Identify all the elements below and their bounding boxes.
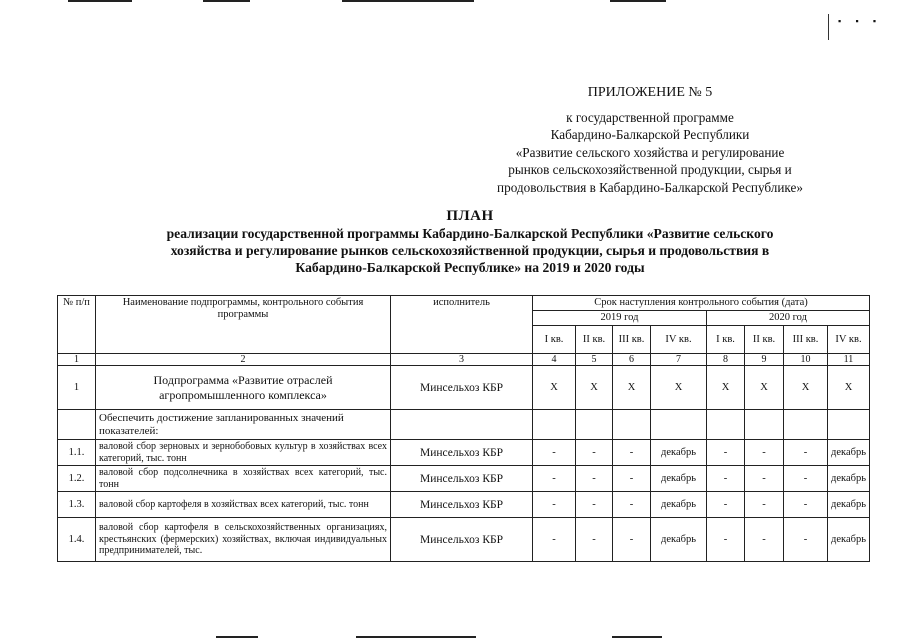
scan-mark [356,636,476,638]
header-quarter: II кв. [576,326,613,354]
column-number: 9 [745,354,784,366]
subprogram-name: Подпрограмма «Развитие отраслей агропромышленного комплекса» [96,366,391,410]
quarter-value: декабрь [828,492,870,518]
header-name: Наименование подпрограммы, контрольного события программы [96,296,391,354]
quarter-value: декабрь [651,492,707,518]
quarter-value: декабрь [828,518,870,562]
column-number: 7 [651,354,707,366]
header-quarter: III кв. [613,326,651,354]
quarter-value: - [707,492,745,518]
column-number: 3 [391,354,533,366]
plan-title: ПЛАН [446,208,494,224]
column-number: 2 [96,354,391,366]
quarter-value: Х [745,366,784,410]
row-number: 1.4. [58,518,96,562]
scan-mark [68,0,132,2]
row-executor: Минсельхоз КБР [391,466,533,492]
row-number: 1.3. [58,492,96,518]
scan-mark [612,636,662,638]
quarter-value: - [576,466,613,492]
goal-row [58,410,870,440]
header-no: № п/п [58,296,96,354]
column-number: 4 [533,354,576,366]
column-number: 10 [784,354,828,366]
appendix-title: ПРИЛОЖЕНИЕ № 5 [587,85,713,100]
appendix-line: «Развитие сельского хозяйства и регулирование [515,144,785,160]
quarter-value: - [533,440,576,466]
quarter-value: - [784,466,828,492]
goal-text: Обеспечить достижение запланированных значений показателей: [96,410,391,440]
quarter-value: Х [784,366,828,410]
column-number: 6 [613,354,651,366]
plan-subtitle-line: хозяйства и регулирование рынков сельскохозяйственной продукции, сырья и продовольствия в [170,243,770,258]
appendix-line: продовольствия в Кабардино-Балкарской Республике» [497,179,803,195]
quarter-value: декабрь [828,440,870,466]
quarter-value: декабрь [828,466,870,492]
row-number: 1.2. [58,466,96,492]
quarter-value: - [707,466,745,492]
quarter-value: Х [576,366,613,410]
header-quarter: IV кв. [828,326,870,354]
quarter-value: Х [707,366,745,410]
column-number: 8 [707,354,745,366]
row-name: валовой сбор картофеля в сельскохозяйственных организациях, крестьянских (фермерских) хозяйствах, включая индивидуальных предпринимателей, тыс. [96,518,391,562]
quarter-value: - [745,440,784,466]
plan-table [57,295,870,562]
quarter-value: - [533,492,576,518]
header-year-2020: 2020 год [707,311,870,326]
quarter-value: - [745,466,784,492]
quarter-value: - [707,440,745,466]
header-quarter: I кв. [707,326,745,354]
quarter-value: - [533,518,576,562]
row-executor: Минсельхоз КБР [391,440,533,466]
quarter-value: декабрь [651,466,707,492]
appendix-block [470,84,830,196]
quarter-value: Х [651,366,707,410]
header-quarter: III кв. [784,326,828,354]
plan-subtitle-line: Кабардино-Балкарской Республике» на 2019 и 2020 годы [295,260,645,275]
table-header-row [58,296,870,311]
table-row [58,466,870,492]
row-number: 1 [58,366,96,410]
header-quarter: II кв. [745,326,784,354]
table-row [58,518,870,562]
quarter-value: - [784,518,828,562]
appendix-line: к государственной программе [566,109,734,125]
quarter-value: - [613,492,651,518]
row-name: валовой сбор зерновых и зернобобовых культур в хозяйствах всех категорий, тыс. тонн [96,440,391,466]
column-number: 5 [576,354,613,366]
scan-mark [216,636,258,638]
quarter-value: - [745,492,784,518]
scan-mark [203,0,250,2]
table-row [58,492,870,518]
plan-heading [100,208,840,276]
subprogram-row [58,366,870,410]
quarter-value: - [745,518,784,562]
header-executor: исполнитель [391,296,533,354]
column-number: 1 [58,354,96,366]
row-name: валовой сбор картофеля в хозяйствах всех категорий, тыс. тонн [96,492,391,518]
appendix-line: Кабардино-Балкарской Республики [550,127,750,142]
quarter-value: - [613,466,651,492]
row-number: 1.1. [58,440,96,466]
table-row [58,440,870,466]
quarter-value: - [707,518,745,562]
quarter-value: декабрь [651,440,707,466]
quarter-value: Х [533,366,576,410]
quarter-value: Х [613,366,651,410]
quarter-value: - [613,518,651,562]
quarter-value: - [784,492,828,518]
quarter-value: - [613,440,651,466]
quarter-value: - [576,492,613,518]
header-year-2019: 2019 год [533,311,707,326]
quarter-value: - [576,440,613,466]
appendix-line: рынков сельскохозяйственной продукции, сырья и [508,162,792,177]
quarter-value: - [533,466,576,492]
scan-mark [610,0,666,2]
row-executor: Минсельхоз КБР [391,366,533,410]
row-executor: Минсельхоз КБР [391,492,533,518]
header-deadline: Срок наступления контрольного события (дата) [533,296,870,311]
row-name: валовой сбор подсолнечника в хозяйствах всех категорий, тыс. тонн [96,466,391,492]
quarter-value: Х [828,366,870,410]
header-quarter: IV кв. [651,326,707,354]
row-executor: Минсельхоз КБР [391,518,533,562]
quarter-value: декабрь [651,518,707,562]
scan-mark [828,14,829,40]
header-quarter: I кв. [533,326,576,354]
quarter-value: - [576,518,613,562]
scan-mark [342,0,474,2]
column-number: 11 [828,354,870,366]
column-number-row [58,354,870,366]
scan-mark: ▪ ▪ ▪ [838,16,883,26]
plan-subtitle-line: реализации государственной программы Кабардино-Балкарской Республики «Развитие сельского [166,226,774,241]
quarter-value: - [784,440,828,466]
